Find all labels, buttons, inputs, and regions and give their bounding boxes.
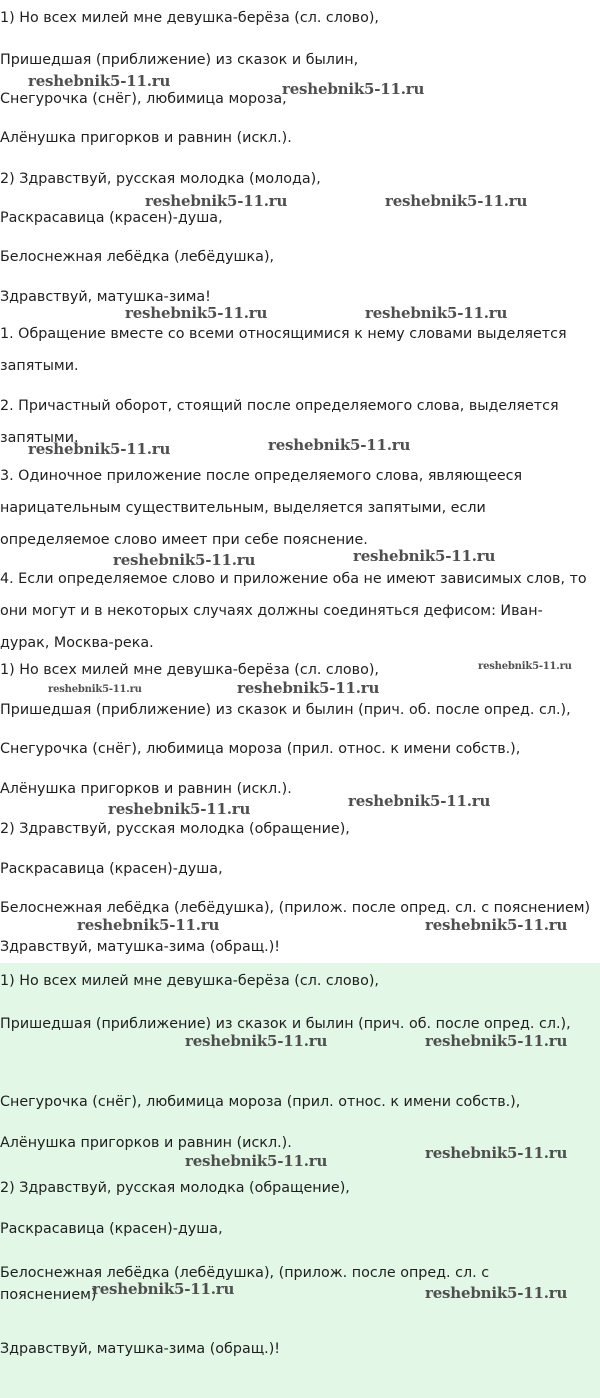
text-line: Пришедшая (приближение) из сказок и былин,	[0, 52, 359, 68]
answer-line: Снегурочка (снёг), любимица мороза (прил. относ. к имени собств.),	[0, 1094, 521, 1110]
watermark: reshebnik5-11.ru	[348, 792, 491, 810]
watermark: reshebnik5-11.ru	[113, 551, 256, 569]
text-line: Раскрасавица (красен)-душа,	[0, 861, 223, 877]
text-line: Снегурочка (снёг), любимица мороза,	[0, 91, 287, 107]
text-line: Белоснежная лебёдка (лебёдушка), (прилож. после опред. сл. с пояснением)	[0, 900, 591, 916]
text-line: Белоснежная лебёдка (лебёдушка),	[0, 249, 275, 265]
watermark: reshebnik5-11.ru	[92, 1280, 235, 1298]
text-line: 2) Здравствуй, русская молодка (молода),	[0, 171, 321, 187]
watermark: reshebnik5-11.ru	[145, 192, 288, 210]
answer-line: 2) Здравствуй, русская молодка (обращение),	[0, 1180, 350, 1196]
rule-paragraph: 4. Если определяемое слово и приложение оба не имеют зависимых слов, то они могут и в некоторых случаях должны соединяться дефисом: Иван-дурак, Москва-река.	[0, 571, 587, 651]
text-line: Снегурочка (снёг), любимица мороза (прил. относ. к имени собств.),	[0, 741, 521, 757]
answer-line: Белоснежная лебёдка (лебёдушка), (прилож. после опред. сл. с пояснением)	[0, 1265, 490, 1303]
text-line: Пришедшая (приближение) из сказок и былин (прич. об. после опред. сл.),	[0, 702, 571, 718]
watermark: reshebnik5-11.ru	[185, 1032, 328, 1050]
rule-paragraph: 2. Причастный оборот, стоящий после определяемого слова, выделяется запятыми.	[0, 398, 559, 446]
watermark: reshebnik5-11.ru	[353, 547, 496, 565]
answer-line: Здравствуй, матушка-зима (обращ.)!	[0, 1341, 281, 1357]
rule-paragraph: 3. Одиночное приложение после определяемого слова, являющееся нарицательным существительным, выделяется запятыми, если определяемое слово имеет при себе пояснение.	[0, 468, 523, 548]
text-line: Алёнушка пригорков и равнин (искл.).	[0, 130, 292, 146]
text-line: 2) Здравствуй, русская молодка (обращение),	[0, 821, 350, 837]
watermark: reshebnik5-11.ru	[125, 304, 268, 322]
watermark: reshebnik5-11.ru	[48, 684, 142, 695]
watermark: reshebnik5-11.ru	[425, 916, 568, 934]
rule-paragraph: 1. Обращение вместе со всеми относящимися к нему словами выделяется запятыми.	[0, 326, 567, 374]
text-line: Раскрасавица (красен)-душа,	[0, 210, 223, 226]
text-line: Здравствуй, матушка-зима!	[0, 289, 211, 305]
watermark: reshebnik5-11.ru	[28, 440, 171, 458]
text-line: 1) Но всех милей мне девушка-берёза (сл. слово),	[0, 662, 379, 678]
answer-line: 1) Но всех милей мне девушка-берёза (сл. слово),	[0, 973, 379, 989]
watermark: reshebnik5-11.ru	[282, 80, 425, 98]
answer-line: Пришедшая (приближение) из сказок и былин (прич. об. после опред. сл.),	[0, 1016, 571, 1032]
text-line: Алёнушка пригорков и равнин (искл.).	[0, 781, 292, 797]
watermark: reshebnik5-11.ru	[425, 1144, 568, 1162]
watermark: reshebnik5-11.ru	[108, 800, 251, 818]
watermark: reshebnik5-11.ru	[237, 679, 380, 697]
answer-line: Алёнушка пригорков и равнин (искл.).	[0, 1135, 292, 1151]
watermark: reshebnik5-11.ru	[425, 1284, 568, 1302]
watermark: reshebnik5-11.ru	[478, 661, 572, 672]
watermark: reshebnik5-11.ru	[425, 1032, 568, 1050]
watermark: reshebnik5-11.ru	[185, 1152, 328, 1170]
text-line: 1) Но всех милей мне девушка-берёза (сл. слово),	[0, 10, 379, 26]
watermark: reshebnik5-11.ru	[365, 304, 508, 322]
watermark: reshebnik5-11.ru	[28, 72, 171, 90]
watermark: reshebnik5-11.ru	[268, 436, 411, 454]
watermark: reshebnik5-11.ru	[385, 192, 528, 210]
answer-line: Раскрасавица (красен)-душа,	[0, 1221, 223, 1237]
watermark: reshebnik5-11.ru	[77, 916, 220, 934]
text-line: Здравствуй, матушка-зима (обращ.)!	[0, 939, 281, 955]
